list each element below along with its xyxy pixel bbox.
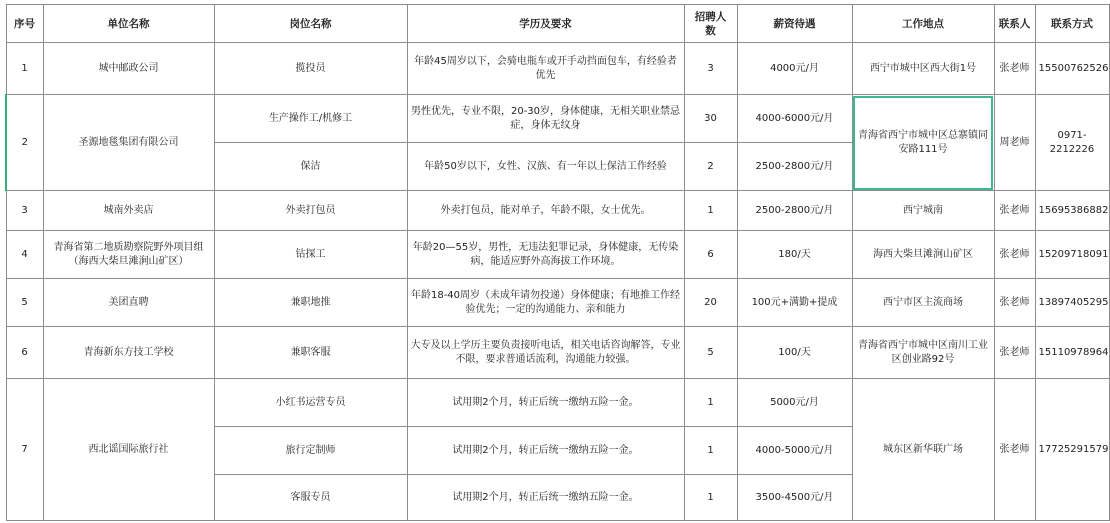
cell-seq[interactable]: 7	[6, 379, 43, 521]
cell-headcount[interactable]: 1	[684, 379, 737, 427]
cell-location[interactable]: 西宁市区主流商场	[852, 279, 994, 327]
cell-requirements[interactable]: 试用期2个月，转正后统一缴纳五险一金。	[407, 379, 684, 427]
cell-salary[interactable]: 4000-5000元/月	[737, 427, 852, 475]
cell-salary[interactable]: 4000-6000元/月	[737, 95, 852, 143]
cell-salary[interactable]: 100元+满勤+提成	[737, 279, 852, 327]
cell-headcount[interactable]: 1	[684, 475, 737, 521]
cell-salary[interactable]: 180/天	[737, 231, 852, 279]
cell-seq[interactable]: 5	[6, 279, 43, 327]
cell-seq[interactable]: 1	[6, 43, 43, 95]
cell-requirements[interactable]: 年龄18-40周岁（未成年请勿投递）身体健康；有地推工作经验优先；一定的沟通能力、亲和能力	[407, 279, 684, 327]
cell-requirements[interactable]: 男性优先，专业不限，20-30岁，身体健康，无相关职业禁忌症，身体无纹身	[407, 95, 684, 143]
cell-contact-person[interactable]: 张老师	[994, 279, 1035, 327]
cell-contact-person[interactable]: 张老师	[994, 379, 1035, 521]
cell-position[interactable]: 揽投员	[214, 43, 407, 95]
cell-contact-person[interactable]: 张老师	[994, 43, 1035, 95]
header-contact-person: 联系人	[994, 5, 1035, 43]
header-position: 岗位名称	[214, 5, 407, 43]
cell-requirements[interactable]: 年龄45周岁以下，会骑电瓶车或开手动挡面包车，有经验者优先	[407, 43, 684, 95]
cell-company[interactable]: 青海新东方技工学校	[43, 327, 214, 379]
cell-company[interactable]: 圣源地毯集团有限公司	[43, 95, 214, 191]
cell-requirements[interactable]: 年龄50岁以下，女性、汉族、有一年以上保洁工作经验	[407, 143, 684, 191]
cell-requirements[interactable]: 大专及以上学历主要负责接听电话，相关电话咨询解答，专业不限，要求普通话流利，沟通能力较强。	[407, 327, 684, 379]
cell-contact-info[interactable]: 15500762526	[1035, 43, 1109, 95]
cell-contact-info[interactable]: 15695386882	[1035, 191, 1109, 231]
cell-contact-person[interactable]: 张老师	[994, 327, 1035, 379]
cell-position[interactable]: 钻探工	[214, 231, 407, 279]
cell-company[interactable]: 西北谣国际旅行社	[43, 379, 214, 521]
cell-headcount[interactable]: 20	[684, 279, 737, 327]
header-salary: 薪资待遇	[737, 5, 852, 43]
cell-headcount[interactable]: 1	[684, 427, 737, 475]
cell-contact-info[interactable]: 13897405295	[1035, 279, 1109, 327]
cell-position[interactable]: 外卖打包员	[214, 191, 407, 231]
cell-position[interactable]: 客服专员	[214, 475, 407, 521]
cell-company[interactable]: 城中邮政公司	[43, 43, 214, 95]
cell-position[interactable]: 旅行定制师	[214, 427, 407, 475]
cell-location[interactable]: 西宁城南	[852, 191, 994, 231]
cell-position[interactable]: 生产操作工/机修工	[214, 95, 407, 143]
cell-salary[interactable]: 100/天	[737, 327, 852, 379]
cell-company[interactable]: 美团直聘	[43, 279, 214, 327]
cell-salary[interactable]: 3500-4500元/月	[737, 475, 852, 521]
job-listings-table	[5, 4, 1110, 521]
cell-contact-info[interactable]: 15209718091	[1035, 231, 1109, 279]
cell-location-selected[interactable]: 青海省西宁市城中区总寨镇同安路111号	[852, 95, 994, 191]
cell-position[interactable]: 兼职地推	[214, 279, 407, 327]
cell-requirements[interactable]: 试用期2个月，转正后统一缴纳五险一金。	[407, 427, 684, 475]
cell-position[interactable]: 兼职客服	[214, 327, 407, 379]
cell-contact-person[interactable]: 张老师	[994, 191, 1035, 231]
cell-seq[interactable]: 2	[6, 95, 43, 191]
header-company: 单位名称	[43, 5, 214, 43]
cell-contact-info[interactable]: 17725291579	[1035, 379, 1109, 521]
cell-requirements[interactable]: 外卖打包员，能对单子，年龄不限，女士优先。	[407, 191, 684, 231]
cell-company[interactable]: 城南外卖店	[43, 191, 214, 231]
header-seq: 序号	[6, 5, 43, 43]
cell-headcount[interactable]: 2	[684, 143, 737, 191]
table-row[interactable]	[6, 95, 1109, 143]
cell-location[interactable]: 海西大柴旦滩涧山矿区	[852, 231, 994, 279]
header-row	[6, 5, 1109, 43]
cell-contact-info[interactable]: 0971-2212226	[1035, 95, 1109, 191]
cell-requirements[interactable]: 年龄20—55岁，男性，无违法犯罪记录，身体健康，无传染病，能适应野外高海拔工作环境。	[407, 231, 684, 279]
table-row[interactable]	[6, 327, 1109, 379]
table-row[interactable]	[6, 231, 1109, 279]
cell-contact-info[interactable]: 15110978964	[1035, 327, 1109, 379]
cell-requirements[interactable]: 试用期2个月，转正后统一缴纳五险一金。	[407, 475, 684, 521]
cell-salary[interactable]: 4000元/月	[737, 43, 852, 95]
header-requirements: 学历及要求	[407, 5, 684, 43]
cell-salary[interactable]: 2500-2800元/月	[737, 191, 852, 231]
cell-location[interactable]: 城东区新华联广场	[852, 379, 994, 521]
cell-position[interactable]: 保洁	[214, 143, 407, 191]
table-row[interactable]	[6, 191, 1109, 231]
cell-salary[interactable]: 5000元/月	[737, 379, 852, 427]
header-headcount: 招聘人数	[684, 5, 737, 43]
cell-location[interactable]: 青海省西宁市城中区南川工业区创业路92号	[852, 327, 994, 379]
cell-seq[interactable]: 3	[6, 191, 43, 231]
cell-contact-person[interactable]: 张老师	[994, 231, 1035, 279]
header-contact-info: 联系方式	[1035, 5, 1109, 43]
cell-headcount[interactable]: 30	[684, 95, 737, 143]
table-row[interactable]	[6, 379, 1109, 427]
cell-location[interactable]: 西宁市城中区西大街1号	[852, 43, 994, 95]
cell-seq[interactable]: 6	[6, 327, 43, 379]
cell-headcount[interactable]: 5	[684, 327, 737, 379]
cell-headcount[interactable]: 6	[684, 231, 737, 279]
table-row[interactable]	[6, 43, 1109, 95]
cell-position[interactable]: 小红书运营专员	[214, 379, 407, 427]
cell-seq[interactable]: 4	[6, 231, 43, 279]
cell-headcount[interactable]: 1	[684, 191, 737, 231]
header-location: 工作地点	[852, 5, 994, 43]
table-row[interactable]	[6, 279, 1109, 327]
cell-company[interactable]: 青海省第二地质勘察院野外项目组（海西大柴旦滩涧山矿区）	[43, 231, 214, 279]
cell-salary[interactable]: 2500-2800元/月	[737, 143, 852, 191]
cell-headcount[interactable]: 3	[684, 43, 737, 95]
cell-contact-person[interactable]: 周老师	[994, 95, 1035, 191]
